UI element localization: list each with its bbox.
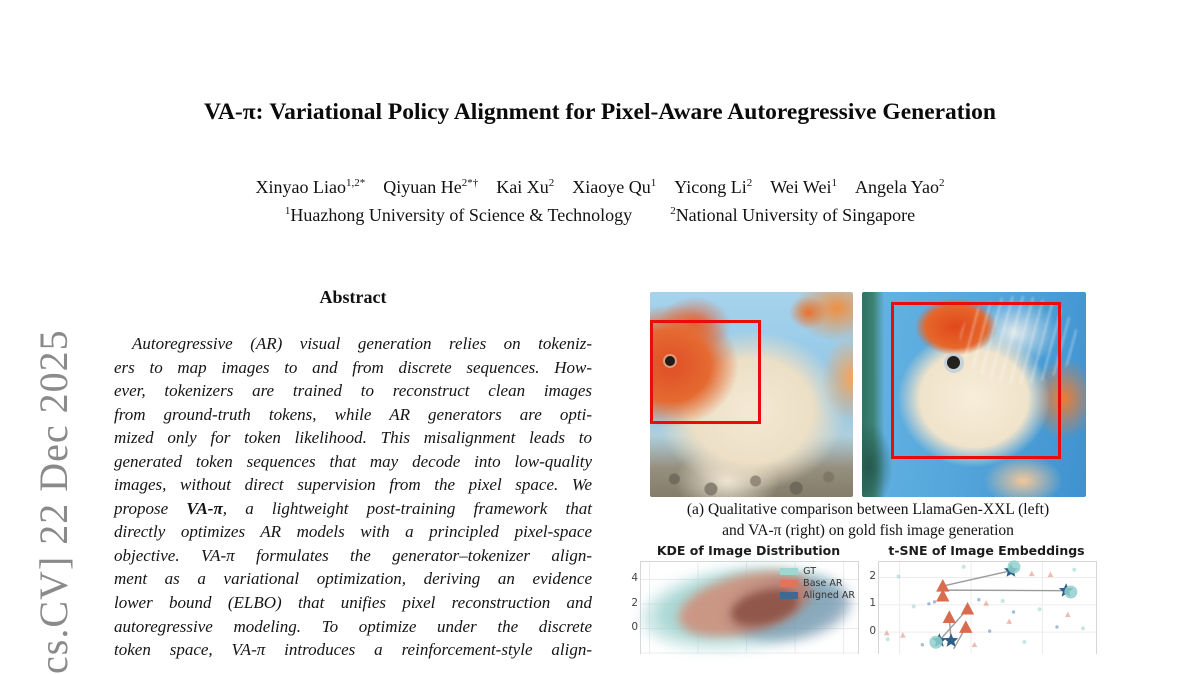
tsne-scatter bbox=[879, 562, 1096, 654]
legend-item bbox=[780, 577, 855, 589]
tsne-plot-area bbox=[869, 561, 1097, 654]
figure-caption bbox=[640, 500, 1096, 541]
affiliation-line bbox=[0, 205, 1200, 226]
affiliation: $^1$Huazhong University of Science & Technology bbox=[284, 205, 633, 225]
legend-swatch bbox=[780, 568, 798, 575]
legend-swatch bbox=[780, 580, 798, 587]
y-tick-label: 4 bbox=[631, 572, 638, 584]
author: Xinyao Liao$^{1,2*}$ bbox=[255, 177, 366, 197]
y-tick-label: 2 bbox=[631, 596, 638, 609]
tsne-chart-title: t-SNE of Image Embeddings bbox=[888, 543, 1085, 558]
author: Qiyuan $He^{2*\dagger}$ bbox=[383, 177, 479, 197]
paper-title: VA-π: Variational Policy Alignment for Pixel-Aware Autoregressive Generation bbox=[204, 99, 996, 125]
abstract-line: images, without direct supervision from the pixel space. We bbox=[114, 475, 592, 495]
y-tick-label: 2 bbox=[869, 570, 876, 582]
abstract-line: from ground-truth tokens, while AR generators are opti- bbox=[114, 404, 592, 424]
legend-label: GT bbox=[803, 565, 816, 577]
legend-label: Aligned AR bbox=[803, 589, 855, 601]
kde-chart bbox=[631, 543, 857, 653]
tsne-chart bbox=[869, 543, 1095, 653]
arxiv-watermark: cs.CV] 22 Dec 2025 bbox=[31, 329, 76, 674]
author: Wei Wei$^1$ bbox=[770, 177, 837, 197]
author: Kai Xu$^2$ bbox=[496, 177, 555, 197]
figure-caption-line2: and VA-π (right) on gold fish image generation bbox=[722, 521, 1014, 539]
y-tick-label: 0 bbox=[631, 621, 638, 633]
figure-caption-line1: (a) Qualitative comparison between LlamaGen-XXL (left) bbox=[686, 501, 1050, 518]
legend-label: Base AR bbox=[803, 577, 843, 589]
abstract-text bbox=[114, 332, 592, 662]
kde-chart-title: KDE of Image Distribution bbox=[656, 543, 841, 558]
abstract-line: propose VA-π, a lightweight post-training framework that bbox=[114, 498, 592, 518]
abstract-line: ment as a variational optimization, deriving an evidence bbox=[114, 569, 592, 589]
abstract-line: token space, VA-π introduces a reinforcement-style align- bbox=[114, 640, 592, 660]
figure-image-vapi bbox=[862, 292, 1086, 497]
affiliation: $^2$National University of Singapore bbox=[670, 205, 916, 225]
abstract-line: autoregressive modeling. To optimize under the discrete bbox=[114, 616, 592, 636]
author: Yicong Li$^2$ bbox=[674, 177, 753, 197]
figure-image-llamagen bbox=[650, 292, 853, 497]
legend-item bbox=[780, 565, 855, 577]
abstract-line: lower bound (ELBO) that unifies pixel reconstruction and bbox=[114, 593, 592, 613]
author: Angela Yao$^2$ bbox=[854, 177, 945, 197]
red-bounding-box-left bbox=[650, 320, 761, 424]
abstract-heading: Abstract bbox=[319, 287, 387, 307]
y-tick-label: 1 bbox=[869, 597, 876, 610]
abstract-line: objective. VA-π formulates the generator–tokenizer align- bbox=[114, 545, 592, 565]
kde-legend bbox=[780, 565, 855, 601]
abstract-line: ever, tokenizers are trained to reconstruct clean images bbox=[114, 381, 592, 401]
y-tick-label: 0 bbox=[869, 624, 876, 637]
author: Xiaoye Qu$^1$ bbox=[572, 177, 657, 197]
abstract-line: Autoregressive (AR) visual generation relies on tokeniz- bbox=[132, 334, 592, 353]
abstract-line: mized only for token likelihood. This misalignment leads to bbox=[114, 428, 592, 448]
kde-plot-area bbox=[631, 561, 859, 654]
abstract-line: generated token sequences that may decode into low-quality bbox=[114, 451, 592, 471]
abstract-line: ers to map images to and from discrete sequences. How- bbox=[114, 357, 592, 377]
legend-item bbox=[780, 589, 855, 601]
abstract-line: directly optimizes AR models with a principled pixel-space bbox=[114, 522, 592, 542]
author-line bbox=[0, 177, 1200, 198]
gravel-texture bbox=[650, 457, 853, 497]
red-bounding-box-right bbox=[891, 302, 1061, 459]
legend-swatch bbox=[780, 592, 798, 599]
